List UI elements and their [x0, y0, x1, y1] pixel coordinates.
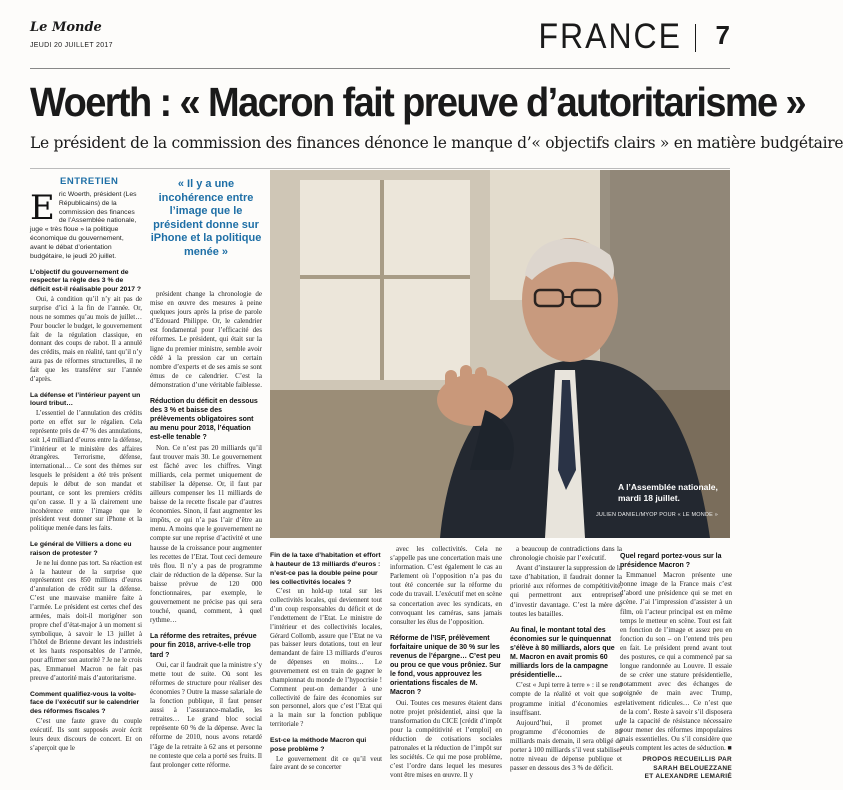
article-column-5	[510, 545, 622, 785]
dropcap: E	[30, 187, 55, 228]
article-column-1	[30, 178, 142, 778]
interview-answer: Non. Ce n’est pas 20 milliards qu’il faut trouver mais 30. Le gouvernement est fâché avec les chiffres. Vingt milliards, cela permet uniquement de stabiliser la dépense. Or, il faut par ailleurs compenser les 11 milliards de baisse de la recette fiscale par d’autres économies. Sinon, il faut augmenter les impôts, ce qui n’a pas l’air d’être au menu. A moins que le gouvernement ne compte sur une reprise d’activité et une hausse de la croissance pour augmenter les recettes de l’Etat. Tout ceci demeure très flou. Il n’y a pas de programme clair de réduction de la dépense. Sur la baisse prévue de 120 000 fonctionnaires, par exemple, le gouvernement ne précise pas qui sera touché, quand, comment, à quel rythme…	[150, 443, 262, 625]
interview-question: La défense et l’intérieur payent un lourd tribut…	[30, 391, 141, 408]
byline	[620, 756, 732, 782]
interview-question: Au final, le montant total des économies sur le quinquennat s’élève à 80 milliards, alors que M. Macron en avait promis 60 milliards lors de la campagne présidentielle…	[510, 626, 615, 680]
interview-question: Comment qualifiez-vous la volte-face de l’exécutif sur le calendrier des réformes fiscales ?	[30, 690, 140, 716]
interview-question: Est-ce la méthode Macron qui pose problème ?	[270, 736, 367, 753]
interview-answer: C’est « Jupi terre à terre » : il se rend compte de la réalité et voit que son programme initial d’économies est insuffisant.	[510, 681, 622, 717]
interview-answer: Avant d’instaurer la suppression de la taxe d’habitation, il faudrait donner la priorité aux réformes de compétitivité, qui permettront aux entreprises d’investir davantage. C’est la mère de toutes les batailles.	[510, 564, 622, 618]
interview-answer: avec les collectivités. Cela ne s’appelle pas une concertation mais une information. C’est également le cas au Parlement où l’opposition n’a pas du tout été concertée sur la réforme du code du travail. L’exécutif met en scène sa concertation avec les syndicats, en convoquant les caméras, sans jamais consulter les élus de l’opposition.	[390, 545, 502, 626]
interview-question: Fin de la taxe d’habitation et effort à hauteur de 13 milliards d’euros : n’est-ce pas la double peine pour les collectivités locales ?	[270, 552, 381, 586]
interview-answer: Emmanuel Macron présente une bonne image de la France mais c’est d’abord une présidence qui se met en scène. J’ai l’impression d’assister à un film, où l’acteur principal est en même temps le metteur en scène. Tout est fait en fonction de l’image et assez peu en fonction du son – on l’entend très peu en fait. Le président prend avant tout des postures, ce qui a commencé par sa longue randonnée au Louvre. Il essaie de se créer une stature présidentielle, notamment avec des échanges de poignée de main avec Trump, relativement ridicules… Ce n’est que de la com’. Reste à savoir s’il disposera de la capacité de résistance nécessaire pour mener des réformes impopulaires mais essentielles. Ou s’il considère que seuls comptent les actes de séduction. ■	[620, 571, 732, 752]
article-column-4	[390, 545, 502, 785]
interview-answer: C’est un hold-up total sur les collectivités locales, qui deviennent tout d’un coup responsables du déficit et de l’endettement de l’Etat. Le ministre de l’intérieur et des collectivités locales, Gérard Collomb, assure que l’Etat ne va pas baisser leurs dotations, tout en leur demandant de faire 13 milliards d’euros de dépenses en moins… Le gouvernement est en train de gagner le championnat du monde de l’hypocrisie ! Comment peut-on demander à une collectivité de faire des économies sur son personnel, alors que c’est l’Etat qui a la main sur la fonction publique territoriale ?	[270, 588, 382, 729]
interview-answer: Aujourd’hui, il promet un programme d’économies de 80 milliards mais demain, il sera obligé de porter à 100 milliards s’il veut stabiliser notre niveau de dépense publique et passer en dessous des 3 % de déficit.	[510, 718, 622, 773]
section-title: FRANCE	[538, 16, 682, 56]
article-column-6	[620, 545, 732, 790]
column-body	[30, 269, 142, 754]
column-body	[390, 545, 502, 780]
interview-question: Quel regard portez-vous sur la présidence Macron ?	[620, 553, 722, 570]
intro-text: ric Woerth, président (Les Républicains) de la commission des finances de l’Assemblée nationale, juge « très floue » la politique économique du gouvernement, avant le débat d’orientation budgétaire, le jeudi 20 juillet.	[30, 190, 137, 260]
photo-credit: JULIEN DANIEL/MYOP POUR « LE MONDE »	[595, 512, 718, 518]
byline-line-3: ET ALEXANDRE LEMARIÉ	[644, 773, 732, 781]
standfirst-rule	[30, 168, 730, 169]
interview-answer: L’essentiel de l’annulation des crédits porte en effet sur le régalien. Cela représente près de 47 % des annulations, soit 1,4 milliard d’euros entre la défense, l’intérieur et le ministère des affaires étrangères. Terrorisme, défense, international… Ce sont des thèmes sur lesquels le président a été très présent depuis le début de son mandat et pourtant, ce sont les premiers crédits qu’on casse. Il y a là clairement une incohérence entre l’image que le président veut donner sur iPhone et la politique menée dans les faits.	[30, 410, 142, 533]
interview-question: Réforme de l’ISF, prélèvement forfaitaire unique de 30 % sur les revenus de l’épargne… C’est peu ou prou ce que vous prôniez. Sur le fond, vous approuvez les orientations fiscales de M. Macron ?	[390, 634, 501, 697]
interview-answer: Oui, car il faudrait que la ministre s’y mette tout de suite. Où sont les réformes de structure pour réaliser des économies ? Outre la masse salariale de la fonction publique, il faut penser aussi à l’assurance-maladie, les retraites… Le grand bloc social représente 60 % de la dépense. Avec la réforme de 2010, nous avons retardé l’âge de la retraite à 62 ans et personne ne conteste que cela a porté ses fruits. Il faut prolonger cette réforme.	[150, 660, 262, 769]
intro	[30, 187, 142, 262]
photo-caption: A l’Assemblée nationale, mardi 18 juillet.	[618, 482, 718, 503]
interview-answer: Je ne lui donne pas tort. Sa réaction est à la hauteur de la surprise que représentent ces 850 millions d’euros d’annulation de crédit sur la défense. C’est une mauvaise manière faite à l’armée. Le président est certes chef des armées, mais doit-il morigéner son propre chef d’état-major à un moment si symbolique, à savoir le 13 juillet à l’hôtel de Brienne devant les industriels et les hauts responsables de l’armée, pour affirmer son autorité ? Je ne le crois pas, Emmanuel Macron ne fait pas preuve d’autorité mais d’autoritarisme.	[30, 559, 142, 682]
byline-line-1: PROPOS RECUEILLIS PAR	[642, 756, 732, 764]
interview-question: Le général de Villiers a donc eu raison de protester ?	[30, 541, 132, 557]
interview-answer: Le gouvernement dit ce qu’il veut faire avant de se concerter	[270, 755, 382, 772]
issue-date: JEUDI 20 JUILLET 2017	[30, 42, 113, 49]
portrait-photo	[270, 170, 730, 538]
interview-answer: président change la chronologie de mise en œuvre des mesures à peine quelques jours après la prise de parole d’Edouard Philippe. Or, le calendrier est fondamental pour l’efficacité des réformes. Le président, qui était sur la ligne du premier ministre, semble avoir cédé à la pression car un certain nombre d’experts et de ses amis se sont émus de ce calendrier. C’est la démonstration d’une véritable faiblesse.	[150, 290, 262, 389]
page-number: 7	[715, 20, 730, 50]
page-divider	[695, 24, 696, 52]
column-body	[620, 552, 732, 753]
interview-answer: C’est une faute grave du couple exécutif. Ils sont supposés avoir écrit leurs deux discours de concert. Et on s’aperçoit que le	[30, 718, 142, 752]
interview-answer: a beaucoup de contradictions dans la chronologie choisie par l’exécutif.	[510, 545, 622, 563]
standfirst: Le président de la commission des finances dénonce le manque d’« objectifs clairs » en matière budgétaire	[30, 134, 843, 152]
column-body	[150, 290, 262, 770]
byline-line-2: SARAH BELOUEZZANE	[653, 764, 732, 772]
masthead	[30, 16, 730, 62]
kicker: ENTRETIEN	[60, 176, 119, 187]
top-rule	[30, 68, 730, 69]
interview-question: L’objectif du gouvernement de respecter la règle des 3 % de déficit est-il réalisable pour 2017 ?	[30, 268, 142, 294]
article-column-3	[270, 545, 382, 785]
interview-question: Réduction du déficit en dessous des 3 % et baisse des prélèvements obligatoires sont au menu pour 2018, l’équation est-elle tenable ?	[150, 398, 258, 442]
interview-answer: Oui, à condition qu’il n’y ait pas de surprise d’ici à la fin de l’année. Or, nous ne sommes qu’au mois de juillet… Pour boucler le budget, le gouvernement fait de la régulation classique, en donnant des coups de rabot. Il a annulé des crédits, mais en réalité, tant qu’il n’y aura pas de réformes structurelles, il ne fait que les transférer sur l’année d’après.	[30, 296, 142, 383]
pull-quote: « Il y a une incohérence entre l’image que le président donne sur iPhone et la politique menée »	[150, 178, 262, 258]
headline: Woerth : « Macron fait preuve d’autoritarisme »	[30, 80, 806, 126]
newspaper-logo: Le Monde	[30, 20, 102, 35]
interview-question: La réforme des retraites, prévue pour fin 2018, arrive-t-elle trop tard ?	[150, 633, 257, 659]
interview-answer: Oui. Toutes ces mesures étaient dans notre projet présidentiel, ainsi que la transformation du CICE [crédit d’impôt pour la compétitivité et l’emploi] en réduction de cotisations sociales patronales et la réduction de l’impôt sur les sociétés. Ce qui me pose problème, c’est l’ordre dans lequel les mesures vont être mises en œuvre. Il y	[390, 698, 502, 780]
column-body	[510, 545, 622, 773]
column-body	[270, 552, 382, 773]
article-column-2	[150, 290, 262, 780]
